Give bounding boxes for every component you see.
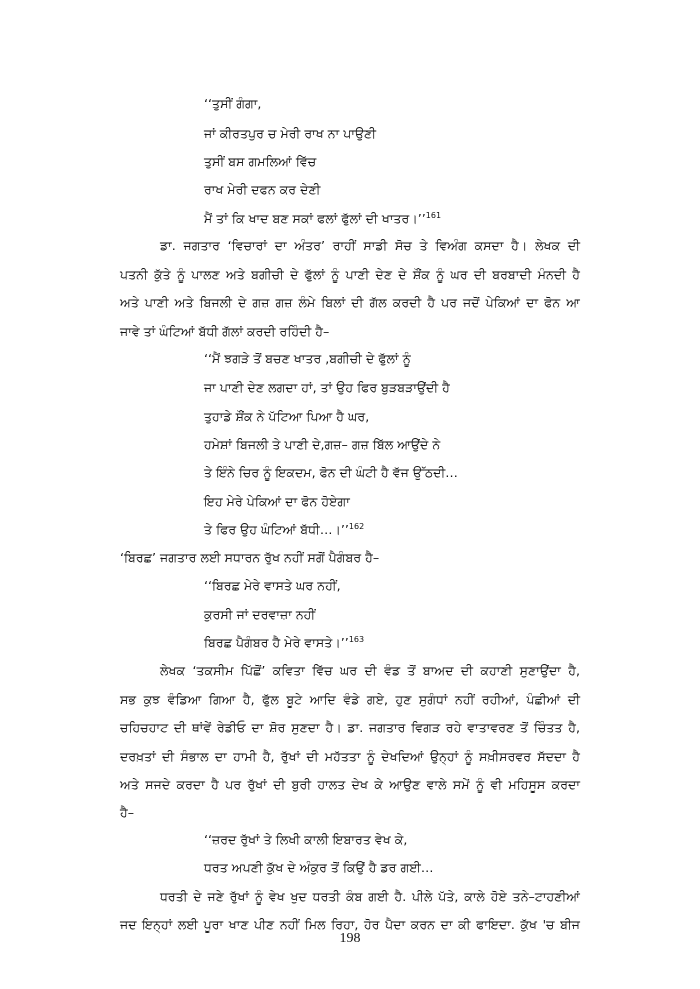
poem-line: ਰਾਖ ਮੇਰੀ ਦਫਨ ਕਰ ਦੇਣੀ <box>204 182 321 197</box>
page-number: 198 <box>339 931 361 946</box>
paragraph-line: ਜਦ ਇਨ੍ਹਾਂ ਲਈ ਪੂਰਾ ਖਾਣ ਪੀਣ ਨਹੀਂ ਮਿਲ ਰਿਹਾ, ਹੋਰ ਪੈਦਾ ਕਰਨ ਦਾ ਕੀ ਫਾਇਦਾ. ਕੁੱਖ 'ਚ ਬੀਜ <box>120 917 580 932</box>
paragraph-line: ਧਰਤੀ ਦੇ ਜਣੇ ਰੁੱਖਾਂ ਨੂੰ ਵੇਖ ਖੁਦ ਧਰਤੀ ਕੰਬ ਗਈ ਹੈ. ਪੀਲੇ ਪੱਤੇ, ਕਾਲੇ ਹੋਏ ਤਨੇ–ਟਾਹਣੀਆਂ <box>160 889 580 904</box>
poem-text: ਬਿਰਛ ਪੈਗੰਬਰ ਹੈ ਮੇਰੇ ਵਾਸਤੇ।’’ <box>204 635 349 650</box>
poem-line-with-footnote <box>204 637 364 650</box>
poem-text: ਤੇ ਫਿਰ ਉਹ ਘੰਟਿਆਂ ਬੱਧੀ…।’’ <box>204 522 349 537</box>
poem-line: ਕੁਰਸੀ ਜਾਂ ਦਰਵਾਜ਼ਾ ਨਹੀਂ <box>204 607 316 622</box>
paragraph-line: ਲੇਖਕ ‘ਤਕਸੀਮ ਪਿੱਛੋਂ’ ਕਵਿਤਾ ਵਿੱਚ ਘਰ ਦੀ ਵੰਡ ਤੋਂ ਬਾਅਦ ਦੀ ਕਹਾਣੀ ਸੁਣਾਉਂਦਾ ਹੈ, <box>160 663 580 678</box>
poem-line: ਜਾ ਪਾਣੀ ਦੇਣ ਲਗਦਾ ਹਾਂ, ਤਾਂ ਉਹ ਫਿਰ ਬੁੜਬੜਾਉਂਦੀ ਹੈ <box>204 380 450 395</box>
poem-line: ‘‘ਤੁਸੀਂ ਗੰਗਾ, <box>204 96 262 111</box>
paragraph-line: ‘ਬਿਰਛ’ ਜਗਤਾਰ ਲਈ ਸਧਾਰਨ ਰੁੱਖ ਨਹੀਂ ਸਗੋਂ ਪੈਗੰਬਰ ਹੈ– <box>120 550 380 565</box>
poem-line-with-footnote <box>204 213 441 226</box>
poem-line: ‘‘ਬਿਰਛ ਮੇਰੇ ਵਾਸਤੇ ਘਰ ਨਹੀਂ, <box>204 578 341 593</box>
poem-line: ਧਰਤ ਅਪਣੀ ਕੁੱਖ ਦੇ ਅੰਕੁਰ ਤੋਂ ਕਿਉਂ ਹੈ ਡਰ ਗਈ… <box>204 860 434 875</box>
paragraph-line: ਜਾਵੇ ਤਾਂ ਘੰਟਿਆਂ ਬੱਧੀ ਗੱਲਾਂ ਕਰਦੀ ਰਹਿੰਦੀ ਹੈ– <box>120 324 330 339</box>
poem-line: ਜਾਂ ਕੀਰਤਪੁਰ ਚ ਮੇਰੀ ਰਾਖ ਨਾ ਪਾਉਣੀ <box>204 126 377 141</box>
paragraph-line: ਸਭ ਕੁਝ ਵੰਡਿਆ ਗਿਆ ਹੈ, ਫੁੱਲ ਬੂਟੇ ਆਦਿ ਵੰਡੇ ਗਏ, ਹੁਣ ਸੁਗੰਧਾਂ ਨਹੀਂ ਰਹੀਆਂ, ਪੰਛੀਆਂ ਦੀ <box>120 692 580 707</box>
paragraph-line: ਅਤੇ ਪਾਣੀ ਅਤੇ ਬਿਜਲੀ ਦੇ ਗਜ਼ ਗਜ਼ ਲੰਮੇ ਬਿਲਾਂ ਦੀ ਗੱਲ ਕਰਦੀ ਹੈ ਪਰ ਜਦੋਂ ਪੇਕਿਆਂ ਦਾ ਫੋਨ ਆ <box>120 295 580 310</box>
poem-line-with-footnote <box>204 524 364 537</box>
poem-line: ‘‘ਜ਼ਰਦ ਰੁੱਖਾਂ ਤੇ ਲਿਖੀ ਕਾਲੀ ਇਬਾਰਤ ਵੇਖ ਕੇ, <box>204 832 408 847</box>
paragraph-line: ਡਾ. ਜਗਤਾਰ ‘ਵਿਚਾਰਾਂ ਦਾ ਅੰਤਰ’ ਰਾਹੀਂ ਸਾਡੀ ਸੋਚ ਤੇ ਵਿਅੰਗ ਕਸਦਾ ਹੈ। ਲੇਖਕ ਦੀ <box>160 238 580 253</box>
poem-line: ਹਮੇਸ਼ਾਂ ਬਿਜਲੀ ਤੇ ਪਾਣੀ ਦੇ,ਗਜ਼– ਗਜ਼ ਬਿੱਲ ਆਉਂਦੇ ਨੇ <box>204 437 441 452</box>
poem-text: ਮੈਂ ਤਾਂ ਕਿ ਖਾਦ ਬਣ ਸਕਾਂ ਫਲਾਂ ਫੁੱਲਾਂ ਦੀ ਖਾਤਰ।’’ <box>204 211 426 226</box>
paragraph-line: ਪਤਨੀ ਕੁੱਤੇ ਨੂੰ ਪਾਲਣ ਅਤੇ ਬਗੀਚੀ ਦੇ ਫੁੱਲਾਂ ਨੂੰ ਪਾਣੀ ਦੇਣ ਦੇ ਸ਼ੌਂਕ ਨੂੰ ਘਰ ਦੀ ਬਰਬਾਦੀ ਮੰਨਦੀ ਹੈ <box>120 267 580 282</box>
paragraph-line: ਅਤੇ ਸਜਦੇ ਕਰਦਾ ਹੈ ਪਰ ਰੁੱਖਾਂ ਦੀ ਬੁਰੀ ਹਾਲਤ ਦੇਖ ਕੇ ਆਉਣ ਵਾਲੇ ਸਮੇਂ ਨੂੰ ਵੀ ਮਹਿਸੂਸ ਕਰਦਾ <box>120 777 580 792</box>
footnote-ref: 161 <box>425 211 442 220</box>
footnote-ref: 163 <box>348 635 365 644</box>
poem-line: ‘‘ਮੈਂ ਝਗੜੇ ਤੋਂ ਬਚਣ ਖਾਤਰ ,ਬਗੀਚੀ ਦੇ ਫੁੱਲਾਂ ਨੂੰ <box>204 351 411 366</box>
poem-line: ਤੁਹਾਡੇ ਸ਼ੌਂਕ ਨੇ ਪੱਟਿਆ ਪਿਆ ਹੈ ਘਰ, <box>204 409 370 424</box>
footnote-ref: 162 <box>348 522 365 531</box>
poem-line: ਤੁਸੀਂ ਬਸ ਗਮਲਿਆਂ ਵਿੱਚ <box>204 154 317 169</box>
paragraph-line: ਦਰਖ਼ਤਾਂ ਦੀ ਸੰਭਾਲ ਦਾ ਹਾਮੀ ਹੈ, ਰੁੱਖਾਂ ਦੀ ਮਹੱਤਤਾ ਨੂੰ ਦੇਖਦਿਆਂ ਉਨ੍ਹਾਂ ਨੂੰ ਸਖ਼ੀਸਰਵਰ ਸੱਦਦਾ ਹੈ <box>120 749 580 764</box>
poem-line: ਤੇ ਇੰਨੇ ਚਿਰ ਨੂੰ ਇਕਦਮ, ਫੋਨ ਦੀ ਘੰਟੀ ਹੈ ਵੱਜ ਉੱਠਦੀ… <box>204 465 458 480</box>
poem-line: ਇਹ ਮੇਰੇ ਪੇਕਿਆਂ ਦਾ ਫੋਨ ਹੋਏਗਾ <box>204 494 350 509</box>
paragraph-line: ਚਹਿਚਹਾਟ ਦੀ ਥਾਂਵੇਂ ਰੇਡੀਓ ਦਾ ਸ਼ੋਰ ਸੁਣਦਾ ਹੈ। ਡਾ. ਜਗਤਾਰ ਵਿਗੜ ਰਹੇ ਵਾਤਾਵਰਣ ਤੋਂ ਚਿੰਤਤ ਹੈ, <box>120 720 580 735</box>
paragraph-line: ਹੈ– <box>120 805 135 820</box>
